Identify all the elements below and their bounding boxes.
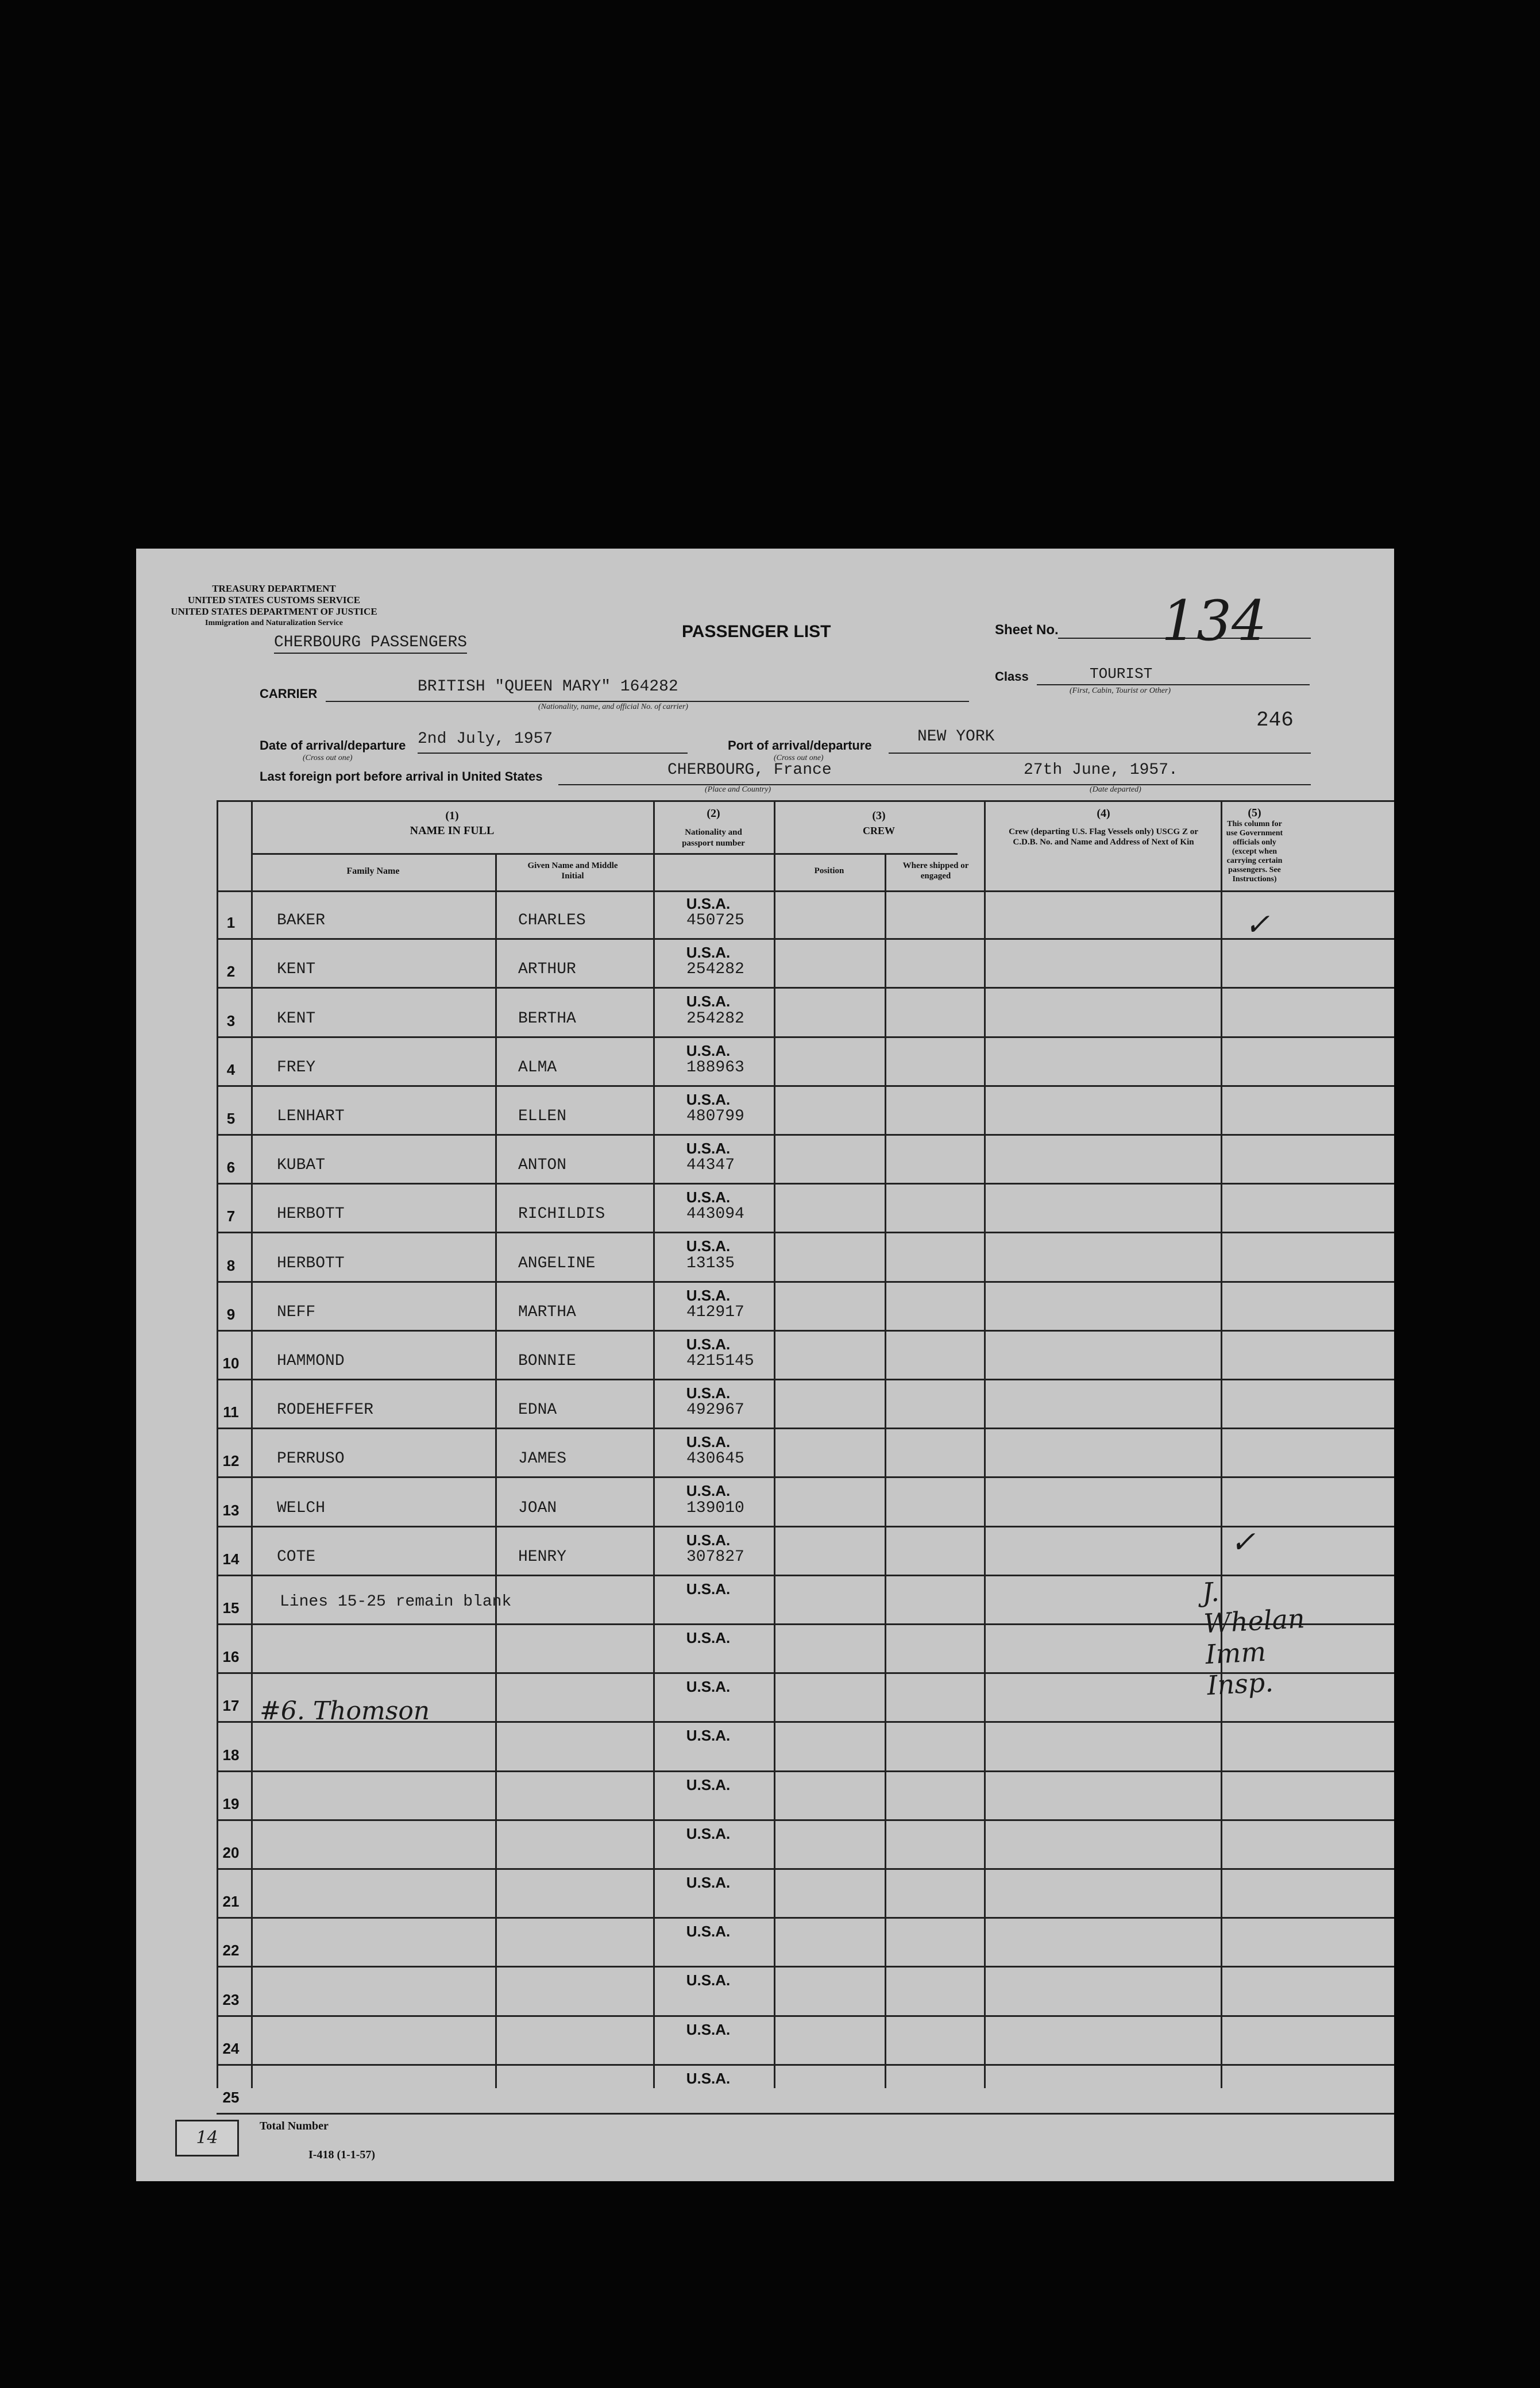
- form-number: I-418 (1-1-57): [308, 2148, 376, 2161]
- line-number: 16: [222, 1648, 240, 1666]
- column-4-header: [986, 808, 1221, 847]
- line-number: 9: [226, 1305, 236, 1323]
- family-name-header: Family Name: [346, 866, 400, 876]
- last-port-value: CHERBOURG, France: [667, 761, 832, 779]
- line-number: 19: [222, 1795, 240, 1812]
- nationality: U.S.A.: [686, 1482, 731, 1500]
- agency-line: UNITED STATES CUSTOMS SERVICE: [187, 595, 361, 605]
- table-row: [136, 2065, 1394, 2114]
- given-name: ANGELINE: [518, 1254, 596, 1272]
- family-name: BAKER: [277, 912, 326, 930]
- column-5-header: [1223, 808, 1286, 884]
- column-2-header: [656, 808, 771, 849]
- column-title: Nationality and passport number: [682, 828, 745, 848]
- agency-line: UNITED STATES DEPARTMENT OF JUSTICE: [171, 606, 377, 617]
- table-row: [136, 1869, 1394, 1918]
- total-value: 14: [196, 2128, 218, 2148]
- officer-signature: J. Whelan Imm Insp.: [1201, 1576, 1306, 1702]
- family-name: HERBOTT: [277, 1254, 345, 1272]
- nationality: U.S.A.: [686, 993, 731, 1010]
- class-label: Class: [995, 669, 1029, 684]
- passport-number: 139010: [686, 1499, 744, 1517]
- line-number: 13: [222, 1501, 240, 1519]
- class-value: TOURIST: [1090, 665, 1153, 682]
- line-number: 22: [222, 1942, 240, 1959]
- nationality: U.S.A.: [686, 1678, 731, 1696]
- table-row: [136, 1331, 1394, 1380]
- nationality: U.S.A.: [686, 1237, 731, 1255]
- nationality: U.S.A.: [686, 1041, 731, 1059]
- table-row: [136, 1135, 1394, 1184]
- agency-line: Immigration and Naturalization Service: [205, 619, 343, 627]
- table-row: [136, 1429, 1394, 1477]
- table-row: [136, 1967, 1394, 2016]
- total-box: [175, 2120, 239, 2156]
- port-stamp: CHERBOURG PASSENGERS: [274, 634, 467, 654]
- given-name: JAMES: [518, 1450, 567, 1468]
- given-name: RICHILDIS: [518, 1205, 605, 1224]
- page-title: PASSENGER LIST: [682, 622, 831, 641]
- page-number: 246: [1256, 708, 1294, 732]
- nationality: U.S.A.: [686, 1874, 731, 1891]
- line-number: 12: [222, 1452, 240, 1470]
- table-row: [136, 1820, 1394, 1869]
- given-name: ANTON: [518, 1156, 567, 1175]
- given-name: ELLEN: [518, 1107, 567, 1125]
- table-row: [136, 1722, 1394, 1771]
- passport-number: 4215145: [686, 1352, 754, 1370]
- family-name: KUBAT: [277, 1156, 326, 1175]
- family-name: FREY: [277, 1058, 316, 1077]
- sheet-number-label: Sheet No.: [995, 622, 1059, 638]
- column-title: This column for use Government officials only (except when carrying certain passengers. See Instructions): [1226, 820, 1283, 884]
- nationality: U.S.A.: [686, 2020, 731, 2038]
- line-number: 21: [222, 1893, 240, 1911]
- given-name: MARTHA: [518, 1303, 576, 1321]
- check-mark-2: ✓: [1230, 1525, 1256, 1560]
- nationality: U.S.A.: [686, 1384, 731, 1402]
- position-header: Position: [814, 866, 844, 875]
- carrier-value: BRITISH "QUEEN MARY" 164282: [418, 678, 678, 696]
- date-departed-hint: (Date departed): [1090, 785, 1141, 794]
- family-name: KENT: [277, 1009, 316, 1028]
- given-name: ARTHUR: [518, 960, 576, 979]
- table-row: [136, 1918, 1394, 1967]
- table-row: [136, 1037, 1394, 1086]
- date-hint: (Cross out one): [303, 754, 353, 762]
- nationality: U.S.A.: [686, 1286, 731, 1304]
- passport-number: 13135: [686, 1254, 735, 1272]
- family-name: PERRUSO: [277, 1450, 345, 1468]
- passport-number: 254282: [686, 960, 744, 979]
- family-name: COTE: [277, 1548, 316, 1566]
- line-number: 23: [222, 1990, 240, 2008]
- column-number: (3): [872, 809, 886, 822]
- nationality: U.S.A.: [686, 944, 731, 962]
- port-label: Port of arrival/departure: [728, 738, 872, 753]
- total-label: Total Number: [260, 2120, 329, 2132]
- passport-number: 480799: [686, 1107, 744, 1125]
- blank-lines-note: Lines 15-25 remain blank: [280, 1593, 512, 1611]
- column-title: Crew (departing U.S. Flag Vessels only) USCG Z or C.D.B. No. and Name and Address of Next of Kin: [1009, 827, 1198, 847]
- family-name: NEFF: [277, 1303, 316, 1321]
- line-number: 18: [222, 1746, 240, 1764]
- table-row: [136, 1282, 1394, 1331]
- last-port-label: Last foreign port before arrival in United States: [260, 769, 543, 784]
- table-row: [136, 2016, 1394, 2065]
- family-name: WELCH: [277, 1499, 326, 1517]
- passport-number: 307827: [686, 1548, 744, 1566]
- nationality: U.S.A.: [686, 1923, 731, 1941]
- given-name: HENRY: [518, 1548, 567, 1566]
- passport-number: 412917: [686, 1303, 744, 1321]
- family-name: HAMMOND: [277, 1352, 345, 1370]
- nationality: U.S.A.: [686, 1531, 731, 1549]
- table-row: [136, 1184, 1394, 1233]
- passport-number: 450725: [686, 912, 744, 930]
- carrier-hint: (Nationality, name, and official No. of carrier): [538, 703, 688, 711]
- column-title: CREW: [862, 825, 895, 836]
- line-number: 6: [226, 1159, 236, 1176]
- last-port-hint: (Place and Country): [705, 785, 771, 794]
- nationality: U.S.A.: [686, 1629, 731, 1646]
- table-row: [136, 1233, 1394, 1282]
- column-title: NAME IN FULL: [410, 824, 495, 837]
- table-row: [136, 1477, 1394, 1526]
- nationality: U.S.A.: [686, 1090, 731, 1108]
- nationality: U.S.A.: [686, 1433, 731, 1451]
- table-row: [136, 988, 1394, 1037]
- line-number: 14: [222, 1550, 240, 1568]
- port-value: NEW YORK: [917, 728, 995, 746]
- given-name: EDNA: [518, 1401, 557, 1419]
- line-number: 24: [222, 2039, 240, 2057]
- line-number: 10: [222, 1354, 240, 1372]
- passport-number: 443094: [686, 1205, 744, 1224]
- passport-number: 44347: [686, 1156, 735, 1175]
- line-number: 2: [226, 963, 236, 981]
- nationality: U.S.A.: [686, 1824, 731, 1842]
- nationality: U.S.A.: [686, 1580, 731, 1598]
- nationality: U.S.A.: [686, 895, 731, 912]
- passport-number: 492967: [686, 1401, 744, 1419]
- where-shipped-header: Where shipped or engaged: [902, 861, 969, 881]
- nationality: U.S.A.: [686, 1335, 731, 1353]
- line-number: 25: [222, 2088, 240, 2106]
- table-row: [136, 1086, 1394, 1135]
- line-number: 4: [226, 1060, 236, 1078]
- line-number: 11: [223, 1403, 239, 1421]
- line-number: 20: [222, 1843, 240, 1861]
- line-number: 7: [226, 1207, 236, 1225]
- passenger-list-sheet: [136, 549, 1394, 2181]
- table-row: [136, 1380, 1394, 1429]
- passport-number: 188963: [686, 1058, 744, 1077]
- class-hint: (First, Cabin, Tourist or Other): [1070, 686, 1171, 695]
- given-name: BONNIE: [518, 1352, 576, 1370]
- family-name: LENHART: [277, 1107, 345, 1125]
- passport-number: 430645: [686, 1450, 744, 1468]
- given-name: JOAN: [518, 1499, 557, 1517]
- sheet-number: 134: [1161, 589, 1267, 653]
- nationality: U.S.A.: [686, 2069, 731, 2087]
- table-row: [136, 1527, 1394, 1576]
- given-name-header: Given Name and Middle Initial: [527, 861, 618, 881]
- column-number: (2): [707, 807, 720, 820]
- line-number: 5: [226, 1109, 236, 1127]
- family-name: RODEHEFFER: [277, 1401, 374, 1419]
- line-number: 1: [226, 914, 236, 932]
- table-row: [136, 1772, 1394, 1820]
- date-label: Date of arrival/departure: [260, 738, 406, 753]
- column-number: (1): [445, 809, 459, 822]
- agency-line: TREASURY DEPARTMENT: [212, 583, 336, 594]
- nationality: U.S.A.: [686, 1776, 731, 1793]
- given-name: BERTHA: [518, 1009, 576, 1028]
- column-3-header: [774, 808, 984, 838]
- family-name: KENT: [277, 960, 316, 979]
- agency-block: [165, 583, 383, 629]
- nationality: U.S.A.: [686, 1727, 731, 1745]
- column-number: (5): [1248, 807, 1261, 819]
- table-row: [136, 890, 1394, 939]
- column-number: (4): [1097, 807, 1110, 820]
- date-value: 2nd July, 1957: [418, 730, 553, 748]
- date-departed-value: 27th June, 1957.: [1024, 761, 1178, 779]
- line-number: 15: [222, 1599, 240, 1617]
- line-number: 3: [226, 1012, 236, 1029]
- family-name: HERBOTT: [277, 1205, 345, 1224]
- nationality: U.S.A.: [686, 1189, 731, 1206]
- passport-number: 254282: [686, 1009, 744, 1028]
- line-number: 8: [226, 1256, 236, 1274]
- port-hint: (Cross out one): [774, 754, 824, 762]
- nationality: U.S.A.: [686, 1140, 731, 1157]
- nationality: U.S.A.: [686, 1972, 731, 1989]
- given-name: ALMA: [518, 1058, 557, 1077]
- check-mark-1: ✓: [1245, 908, 1270, 942]
- line-number: 17: [222, 1697, 240, 1715]
- handwritten-name: #6. Thomson: [260, 1696, 430, 1726]
- table-row: [136, 939, 1394, 988]
- carrier-label: CARRIER: [260, 686, 318, 701]
- column-1-header: [251, 808, 653, 838]
- given-name: CHARLES: [518, 912, 586, 930]
